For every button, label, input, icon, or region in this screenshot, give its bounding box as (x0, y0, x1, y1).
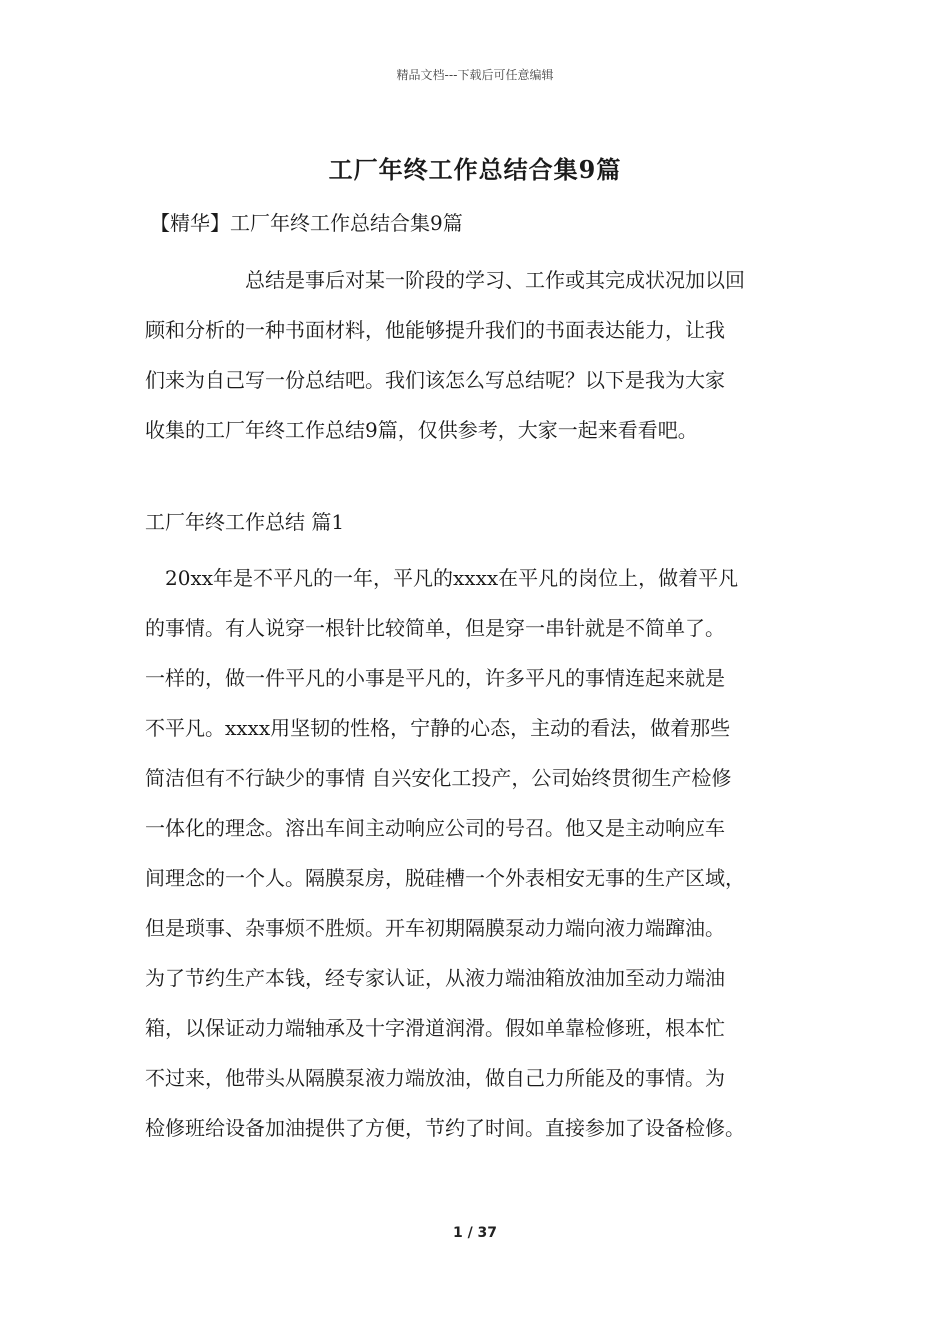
intro-line: 们来为自己写一份总结吧。我们该怎么写总结呢？以下是我为大家 (145, 368, 725, 392)
body-line: 为了节约生产本钱，经专家认证，从液力端油箱放油加至动力端油 (145, 966, 725, 990)
intro-paragraph (145, 255, 815, 455)
body-line: 的事情。有人说穿一根针比较简单，但是穿一串针就是不简单了。 (145, 616, 725, 640)
section-heading: 工厂年终工作总结 篇1 (145, 510, 345, 534)
body-line: 检修班给设备加油提供了方便，节约了时间。直接参加了设备检修。 (145, 1116, 745, 1140)
page-indicator: 1 / 37 (452, 1225, 498, 1241)
document-title: 工厂年终工作总结合集9篇 (328, 155, 622, 184)
body-line: 箱，以保证动力端轴承及十字滑道润滑。假如单靠检修班，根本忙 (145, 1016, 725, 1040)
body-line: 一样的，做一件平凡的小事是平凡的，许多平凡的事情连起来就是 (145, 666, 725, 690)
body-line: 间理念的一个人。隔膜泵房，脱硅槽一个外表相安无事的生产区域， (145, 866, 745, 890)
document-subtitle: 【精华】工厂年终工作总结合集9篇 (150, 211, 463, 235)
body-line: 不过来，他带头从隔膜泵液力端放油，做自己力所能及的事情。为 (145, 1066, 725, 1090)
intro-line: 总结是事后对某一阶段的学习、工作或其完成状况加以回 (245, 268, 745, 292)
intro-line: 收集的工厂年终工作总结9篇，仅供参考，大家一起来看看吧。 (145, 418, 698, 442)
body-line: 简洁但有不行缺少的事情 自兴安化工投产，公司始终贯彻生产检修 (145, 766, 732, 790)
body-line: 不平凡。xxxx用坚韧的性格，宁静的心态，主动的看法，做着那些 (145, 716, 731, 740)
body-line: 但是琐事、杂事烦不胜烦。开车初期隔膜泵动力端向液力端蹿油。 (145, 916, 725, 940)
intro-line: 顾和分析的一种书面材料，他能够提升我们的书面表达能力，让我 (145, 318, 725, 342)
body-line: 20xx年是不平凡的一年，平凡的xxxx在平凡的岗位上，做着平凡 (165, 566, 739, 590)
body-line: 一体化的理念。溶出车间主动响应公司的号召。他又是主动响应车 (145, 816, 725, 840)
body-paragraph (145, 553, 835, 1153)
header-note: 精品文档---下载后可任意编辑 (396, 68, 554, 82)
